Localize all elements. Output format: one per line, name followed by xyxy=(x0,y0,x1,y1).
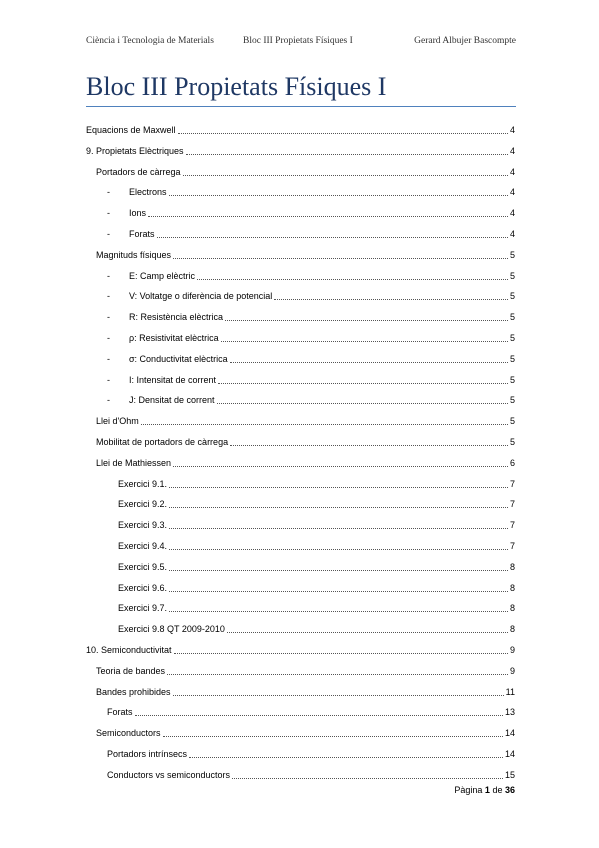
toc-entry[interactable] xyxy=(107,746,515,760)
toc-entry-leader xyxy=(218,383,508,384)
toc-entry-leader xyxy=(135,715,503,716)
toc-entry-leader xyxy=(227,632,508,633)
toc-entry[interactable] xyxy=(86,143,515,157)
toc-entry-label: Exercici 9.8 QT 2009-2010 xyxy=(118,624,225,635)
footer-current-page: 1 xyxy=(484,785,490,795)
toc-entry-leader xyxy=(169,611,508,612)
toc-entry-leader xyxy=(169,487,508,488)
toc-entry-label: J: Densitat de corrent xyxy=(129,395,215,406)
toc-entry[interactable] xyxy=(107,288,515,302)
toc-entry-leader xyxy=(169,591,508,592)
toc-entry-page: 7 xyxy=(509,478,515,489)
toc-entry[interactable] xyxy=(107,330,515,344)
toc-entry-label: Mobilitat de portadors de càrrega xyxy=(96,437,229,447)
toc-entry-label: 9. Propietats Elèctriques xyxy=(86,145,184,156)
toc-entry-leader xyxy=(173,466,508,467)
toc-entry-bullet: - xyxy=(107,291,110,302)
page-footer xyxy=(454,785,515,797)
toc-entry[interactable] xyxy=(96,413,515,427)
toc-entry-page: 7 xyxy=(509,499,515,510)
toc-entry-label: Magnituds físiques xyxy=(96,249,172,260)
toc-entry-page: 14 xyxy=(504,728,515,739)
footer-prefix: Pàgina xyxy=(454,785,483,795)
toc-entry-label: Exercici 9.4. xyxy=(118,541,168,551)
footer-total-pages: 36 xyxy=(504,785,515,795)
toc-entry-page: 8 xyxy=(509,561,515,572)
toc-entry-label: σ: Conductivitat elèctrica xyxy=(129,353,228,364)
toc-entry-label: Exercici 9.7. xyxy=(118,603,168,614)
toc-entry[interactable] xyxy=(118,517,515,531)
toc-entry[interactable] xyxy=(107,226,515,240)
toc-entry-leader xyxy=(274,299,508,300)
toc-entry-leader xyxy=(141,424,508,425)
toc-entry-leader xyxy=(178,133,508,134)
toc-entry-leader xyxy=(169,195,508,196)
toc-entry[interactable] xyxy=(118,580,515,594)
page-title: Bloc III Propietats Físiques I xyxy=(86,72,387,101)
toc-entry-page: 6 xyxy=(509,457,515,468)
toc-entry-label: 10. Semiconductivitat xyxy=(86,645,172,655)
toc-entry-page: 5 xyxy=(509,270,515,281)
toc-entry-leader xyxy=(217,403,508,404)
toc-entry-bullet: - xyxy=(107,353,110,364)
toc-entry[interactable] xyxy=(86,642,515,656)
toc-entry-page: 8 xyxy=(509,603,515,614)
toc-entry-page: 5 xyxy=(509,249,515,260)
toc-entry[interactable] xyxy=(107,372,515,386)
toc-entry-page: 4 xyxy=(509,229,515,239)
toc-entry-label: Exercici 9.6. xyxy=(118,582,168,593)
toc-entry[interactable] xyxy=(96,663,515,677)
toc-entry-page: 5 xyxy=(509,333,515,343)
toc-entry-leader xyxy=(173,695,504,696)
toc-entry-page: 13 xyxy=(504,707,515,718)
toc-entry-label: Exercici 9.2. xyxy=(118,499,168,510)
toc-entry-bullet: - xyxy=(107,312,110,323)
toc-entry-bullet: - xyxy=(107,229,110,239)
toc-entry-page: 5 xyxy=(509,374,515,385)
toc-entry-label: V: Voltatge o diferència de potencial xyxy=(129,291,273,302)
toc-entry-label: Exercici 9.3. xyxy=(118,520,168,531)
toc-entry-label: Conductors vs semiconductors xyxy=(107,769,231,780)
toc-entry-page: 14 xyxy=(504,749,515,759)
toc-entry-label: Electrons xyxy=(129,187,167,198)
footer-separator: de xyxy=(492,785,503,795)
toc-entry-page: 5 xyxy=(509,416,515,427)
toc-entry-page: 7 xyxy=(509,541,515,551)
toc-entry-label: Forats xyxy=(129,229,155,239)
toc-entry-leader xyxy=(186,154,508,155)
toc-entry-page: 5 xyxy=(509,353,515,364)
toc-entry[interactable] xyxy=(118,600,515,614)
toc-entry-leader xyxy=(167,674,508,675)
toc-entry[interactable] xyxy=(107,392,515,406)
toc-entry-label: Portadors intrínsecs xyxy=(107,749,188,759)
toc-entry-label: Forats xyxy=(107,707,133,718)
toc-entry-leader xyxy=(169,549,508,550)
toc-entry-label: Ions xyxy=(129,208,147,219)
toc-entry-label: E: Camp elèctric xyxy=(129,270,196,281)
toc-entry-leader xyxy=(230,362,508,363)
header-course: Ciència i Tecnologia de Materials xyxy=(86,36,214,46)
toc-entry-page: 4 xyxy=(509,208,515,219)
toc-entry-leader xyxy=(163,736,503,737)
toc-entry[interactable] xyxy=(107,184,515,198)
toc-entry[interactable] xyxy=(118,538,515,552)
toc-entry[interactable] xyxy=(118,559,515,573)
toc-entry[interactable] xyxy=(86,122,515,136)
toc-entry-page: 4 xyxy=(509,125,515,135)
toc-entry-page: 4 xyxy=(509,166,515,177)
toc-entry-page: 11 xyxy=(505,686,515,697)
toc-entry-leader xyxy=(169,570,508,571)
toc-entry-page: 5 xyxy=(509,437,515,447)
toc-entry-leader xyxy=(148,216,508,217)
toc-entry[interactable] xyxy=(96,434,515,448)
toc-entry-bullet: - xyxy=(107,374,110,385)
toc-entry[interactable] xyxy=(96,164,515,178)
toc-entry-page: 7 xyxy=(509,520,515,531)
toc-entry-page: 15 xyxy=(504,769,515,780)
toc-entry-page: 5 xyxy=(509,312,515,323)
toc-entry-bullet: - xyxy=(107,333,110,343)
toc-entry-leader xyxy=(173,258,508,259)
toc-entry-label: Equacions de Maxwell xyxy=(86,125,176,135)
toc-entry-page: 9 xyxy=(509,665,515,676)
toc-entry-label: Llei d'Ohm xyxy=(96,416,139,427)
toc-entry-leader xyxy=(232,778,503,779)
toc-entry-leader xyxy=(225,320,508,321)
toc-entry[interactable] xyxy=(107,309,515,323)
toc-entry-bullet: - xyxy=(107,395,110,406)
toc-entry-page: 8 xyxy=(509,624,515,635)
toc-entry-page: 5 xyxy=(509,395,515,406)
toc-entry[interactable] xyxy=(107,704,515,718)
toc-entry[interactable] xyxy=(96,684,515,698)
toc-entry-leader xyxy=(157,237,508,238)
toc-entry[interactable] xyxy=(96,455,515,469)
toc-entry-leader xyxy=(230,445,508,446)
toc-entry-label: ρ: Resistivitat elèctrica xyxy=(129,333,219,343)
toc-entry-bullet: - xyxy=(107,270,110,281)
toc-entry-label: Exercici 9.1. xyxy=(118,478,168,489)
toc-entry[interactable] xyxy=(107,268,515,282)
toc-entry-label: Portadors de càrrega xyxy=(96,166,181,177)
toc-entry[interactable] xyxy=(107,205,515,219)
toc-entry-page: 4 xyxy=(509,145,515,156)
toc-entry-label: Llei de Mathiessen xyxy=(96,457,172,468)
toc-entry-leader xyxy=(169,528,508,529)
toc-entry-leader xyxy=(169,507,508,508)
toc-entry[interactable] xyxy=(96,247,515,261)
toc-entry-leader xyxy=(197,279,508,280)
header-author: Gerard Albujer Bascompte xyxy=(414,36,516,46)
toc-entry-page: 4 xyxy=(509,187,515,198)
toc-entry-page: 5 xyxy=(509,291,515,302)
toc-entry[interactable] xyxy=(118,496,515,510)
toc-entry-label: Exercici 9.5. xyxy=(118,561,168,572)
toc-entry-leader xyxy=(174,653,508,654)
toc-entry[interactable] xyxy=(107,767,515,781)
toc-entry-label: R: Resistència elèctrica xyxy=(129,312,224,323)
toc-entry-leader xyxy=(221,341,508,342)
toc-entry-page: 8 xyxy=(509,582,515,593)
toc-entry[interactable] xyxy=(118,476,515,490)
toc-entry[interactable] xyxy=(118,621,515,635)
toc-entry[interactable] xyxy=(107,351,515,365)
toc-entry-bullet: - xyxy=(107,208,110,219)
toc-entry-label: Teoria de bandes xyxy=(96,665,166,676)
header-section: Bloc III Propietats Físiques I xyxy=(243,36,353,46)
toc-entry-leader xyxy=(189,757,503,758)
toc-entry-label: Bandes prohibides xyxy=(96,686,171,697)
toc-entry-bullet: - xyxy=(107,187,110,198)
toc-entry[interactable] xyxy=(96,725,515,739)
toc-entry-label: Semiconductors xyxy=(96,728,161,739)
toc-entry-leader xyxy=(183,175,508,176)
toc-entry-page: 9 xyxy=(509,645,515,655)
toc-entry-label: I: Intensitat de corrent xyxy=(129,374,217,385)
